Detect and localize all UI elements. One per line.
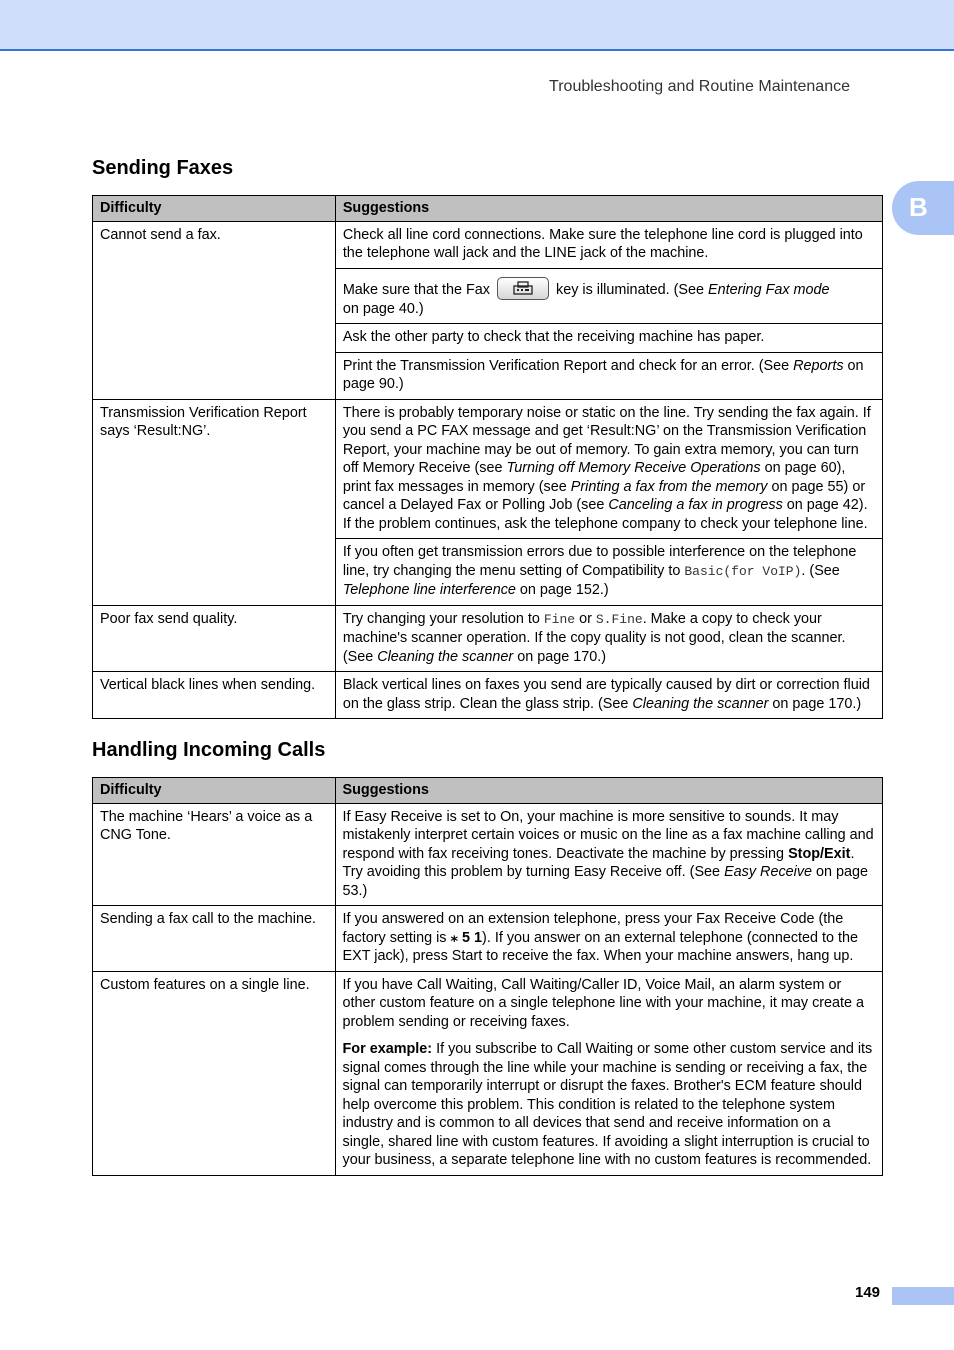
fax-key-icon <box>497 277 549 300</box>
table-row <box>93 399 883 539</box>
suggestion-cell: Ask the other party to check that the receiving machine has paper. <box>335 324 882 353</box>
difficulty-cell: Custom features on a single line. <box>93 971 336 1175</box>
footer-band <box>892 1287 954 1305</box>
section-title-sending-faxes: Sending Faxes <box>92 157 234 179</box>
difficulty-cell: Sending a fax call to the machine. <box>93 906 336 972</box>
suggestion-cell: Black vertical lines on faxes you send are typically caused by dirt or correction fluid on the glass strip. Clean the glass strip. (See Cleaning the scanner on page 170.) <box>335 672 882 719</box>
difficulty-cell: The machine ‘Hears’ a voice as a CNG Tone. <box>93 803 336 906</box>
page-number: 149 <box>855 1284 881 1301</box>
table-header-row <box>93 778 883 804</box>
chapter-tab-letter: B <box>909 192 928 222</box>
chapter-tab <box>892 181 954 235</box>
column-header-suggestions: Suggestions <box>335 778 882 804</box>
table-header-row <box>93 196 883 222</box>
incoming-calls-table <box>92 777 883 1176</box>
running-header: Troubleshooting and Routine Maintenance <box>549 78 850 95</box>
difficulty-cell: Poor fax send quality. <box>93 605 336 672</box>
sending-faxes-table <box>92 195 883 719</box>
column-header-difficulty: Difficulty <box>93 196 336 222</box>
table-row <box>93 221 883 268</box>
suggestion-cell: If Easy Receive is set to On, your machine is more sensitive to sounds. It may mistakenly interpret certain voices or music on the line as a fax machine calling and respond with fax receiving tones. Deactivate the machine by pressing Stop/Exit. Try avoiding this problem by turning Easy Receive off. (See Easy Receive on page 53.) <box>335 803 882 906</box>
column-header-suggestions: Suggestions <box>335 196 882 222</box>
suggestion-cell <box>335 971 882 1175</box>
table-row <box>93 605 883 672</box>
table-row <box>93 803 883 906</box>
difficulty-cell: Transmission Verification Report says ‘Result:NG’. <box>93 399 336 605</box>
top-header-band <box>0 0 954 51</box>
suggestion-cell: Try changing your resolution to Fine or S.Fine. Make a copy to check your machine's scanner operation. If the copy quality is not good, clean the scanner. (See Cleaning the scanner on page 170.) <box>335 605 882 672</box>
suggestion-paragraph: If you have Call Waiting, Call Waiting/Caller ID, Voice Mail, an alarm system or other custom feature on a single telephone line with your machine, it may create a problem sending or receiving faxes. <box>342 976 865 1030</box>
table-row <box>93 971 883 1175</box>
suggestion-cell: Check all line cord connections. Make sure the telephone line cord is plugged into the telephone wall jack and the LINE jack of the machine. <box>335 221 882 268</box>
suggestion-cell: Make sure that the Fax key is illuminated. (See Entering Fax mode on page 40.) <box>335 268 882 324</box>
table-row <box>93 672 883 719</box>
column-header-difficulty: Difficulty <box>93 778 336 804</box>
difficulty-cell: Cannot send a fax. <box>93 221 336 399</box>
suggestion-cell: There is probably temporary noise or static on the line. Try sending the fax again. If you send a PC FAX message and get ‘Result:NG’ on the Transmission Verification Report, your machine may be out of memory. To gain extra memory, you can turn off Memory Receive (see Turning off Memory Receive Operations on page 60), print fax messages in memory (see Printing a fax from the memory on page 55) or cancel a Delayed Fax or Polling Job (see Canceling a fax in progress on page 42). If the problem continues, ask the telephone company to check your telephone line. <box>335 399 882 539</box>
suggestion-cell: If you answered on an extension telephone, press your Fax Receive Code (the factory setting is ⁎ 5 1). If you answer on an external telephone (connected to the EXT jack), press Start to receive the fax. When your machine answers, hang up. <box>335 906 882 972</box>
suggestion-cell: If you often get transmission errors due to possible interference on the telephone line, try changing the menu setting of Compatibility to Basic(for VoIP). (See Telephone line interference on page 152.) <box>335 539 882 606</box>
difficulty-cell: Vertical black lines when sending. <box>93 672 336 719</box>
table-row <box>93 906 883 972</box>
suggestion-cell: Print the Transmission Verification Report and check for an error. (See Reports on page 90.) <box>335 352 882 399</box>
section-title-handling-incoming-calls: Handling Incoming Calls <box>92 739 326 761</box>
suggestion-paragraph: For example: If you subscribe to Call Waiting or some other custom service and its signal comes through the line while your machine is sending or receiving a fax, the signal can temporarily interrupt or disrupt the faxes. Brother's ECM feature should help overcome this problem. This condition is related to the telephone system industry and is common to all devices that send and receive information on a single, shared line with custom features. If avoiding a slight interruption is crucial to your business, a separate telephone line with no custom features is recommended. <box>342 1041 873 1168</box>
